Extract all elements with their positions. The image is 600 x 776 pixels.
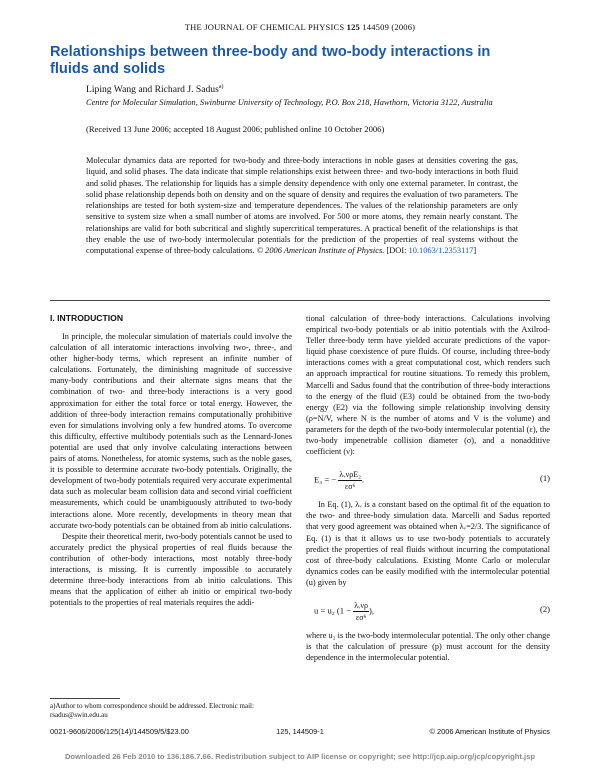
- column-left: [50, 331, 292, 608]
- eq2-fraction: [353, 600, 369, 623]
- affiliation: Centre for Molecular Simulation, Swinburne University of Technology, P.O. Box 218, Hawthorn, Victoria 3122, Australia: [86, 98, 493, 107]
- footer-page: 125, 144509-1: [276, 727, 324, 736]
- abstract-divider: [50, 300, 550, 301]
- equation-2: [306, 594, 550, 624]
- eq2-close: ),: [369, 605, 375, 616]
- eq1-fraction: [338, 469, 365, 492]
- eq2-label: (2): [539, 603, 550, 614]
- paper-title: Relationships between three-body and two-body interactions in fluids and solids: [50, 44, 491, 77]
- eq1-numerator: λᵥνρE₂: [338, 469, 362, 481]
- journal-header: [0, 22, 600, 32]
- abstract: [86, 155, 518, 257]
- authors: [86, 84, 224, 95]
- journal-volume: 125: [346, 22, 360, 32]
- intro-paragraph-5: where u₂ is the two-body intermolecular potential. The only other change is that the calculation of pressure (p) must account for the density dependence in the intermolecular potential.: [306, 630, 550, 663]
- abstract-copyright: © 2006 American Institute of Physics.: [256, 246, 385, 256]
- footnote-divider: [50, 698, 120, 699]
- received-dates: (Received 13 June 2006; accepted 18 August 2006; published online 10 October 2006): [86, 124, 385, 134]
- doi-link[interactable]: 10.1063/1.2353117: [408, 246, 474, 256]
- equation-1: [306, 463, 550, 493]
- eq2-numerator: λᵥνρ: [353, 600, 369, 612]
- author-mark: a): [218, 84, 224, 90]
- footnote: a)Author to whom correspondence should be addressed. Electronic mail: rsadus@swin.edu.au: [50, 702, 254, 719]
- doi-prefix: [DOI:: [386, 246, 407, 256]
- intro-paragraph-3: tional calculation of three-body interactions. Calculations involving empirical two-body potentials or ab initio potentials with the Axilrod-Teller three-body term have yielded accurate predictions of the vapor-liquid phase coexistence of pure fluids. Of course, including three-body interactions comes with a great computational cost, which renders such an approach impractical for routine situations. To remedy this problem, Marcelli and Sadus found that the contribution of three-body interactions to the energy of the fluid (E3) could be obtained from the two-body energy (E2) via the following simple relationship involving density (ρ=N/V, where N is the number of atoms and V is the volume) and parameters for the depth of the two-body intermolecular potential (ε), the two-body impenetrable collision diameter (σ), and a nonadditive coefficient (ν):: [306, 314, 550, 457]
- eq1-lhs: E₃ = −: [314, 474, 337, 485]
- eq1-end: .: [361, 474, 365, 485]
- download-notice: Downloaded 26 Feb 2010 to 136.186.7.66. Redistribution subject to AIP license or copyright; see http://jcp.aip.org/jcp/copyright.jsp: [64, 752, 536, 761]
- eq2-denominator: εσ⁶: [355, 613, 367, 623]
- section-heading: I. INTRODUCTION: [50, 313, 124, 323]
- footer-copyright: © 2006 American Institute of Physics: [429, 727, 550, 736]
- intro-paragraph-2: Despite their theoretical merit, two-body potentials cannot be used to accurately predict the physical properties of real fluids because the contribution of other-body interactions, most notably three-body interactions, is missing. It is currently impossible to accurately determine three-body interactions from ab initio calculations. This means that the application of either ab initio or empirical two-body potentials to the properties of real materials requires the addi-: [50, 531, 292, 608]
- journal-pages: 144509 (2006): [362, 22, 416, 32]
- journal-name: THE JOURNAL OF CHEMICAL PHYSICS: [184, 22, 345, 32]
- footer-issn: 0021-9606/2006/125(14)/144509/5/$23.00: [50, 727, 189, 736]
- doi-suffix: ]: [473, 246, 477, 256]
- intro-paragraph-4: In Eq. (1), λᵥ is a constant based on the optimal fit of the equation to the two- and three-body simulation data. Marcelli and Sadus reported that very good agreement was obtained when λᵥ=2/3. The significance of Eq. (1) is that it allows us to use two-body potentials to accurately predict the properties of real fluids without incurring the computational cost of three-body calculations. Existing Monte Carlo or molecular dynamics codes can be easily modified with the intermolecular potential (u) given by: [306, 500, 550, 587]
- eq2-lhs: u = u₂: [314, 605, 335, 616]
- author-names: Liping Wang and Richard J. Sadus: [86, 84, 219, 96]
- abstract-text: Molecular dynamics data are reported for two-body and three-body interactions in noble gases at densities covering the gas, liquid, and solid phases. The data indicate that simple relationships exist between three- and two-body interactions in both fluid and solid phases. The relationship for liquids has a simple density dependence with only one external parameter. In contrast, the solid phase relationship depends both on density and on the square of density and requires the evaluation of two parameters. The relationships are tested for both system-size and temperature dependences. The values of the relationship parameters are only sensitive to system size when a small number of atoms are involved. For 500 or more atoms, they remain nearly constant. The relationships are valid for both subcritical and slightly supercritical temperatures. A practical benefit of the relationships is that they enable the use of two-body intermolecular potentials for the prediction of the properties of real systems without the computational expense of three-body calculations.: [86, 156, 518, 256]
- eq1-denominator: εσ⁶: [344, 482, 356, 492]
- column-right: [306, 313, 550, 663]
- eq2-open: (1 −: [336, 605, 352, 616]
- intro-paragraph-1: In principle, the molecular simulation of materials could involve the calculation of all interatomic interactions involving two-, three-, and other higher-body terms, which represent an infinite number of calculations. Fortunately, the diminishing magnitude of successive many-body contributions and their alternate signs means that the combination of two- and three-body interactions is a very good approximation for either the total force or total energy. However, the addition of three-body interaction remains computationally prohibitive even for simulations involving only a few hundred atoms. To overcome this difficulty, effective multibody potentials such as the Lennard-Jones potential are used that only involve calculating interactions between pairs of atoms. Nonetheless, for atomic systems, such as the noble gases, it is possible to determine accurate two-body potentials. Originally, the development of two-body potentials required very accurate experimental data such as molecular beam collision data and second virial coefficient measurements, which could be unambiguously attributed to two-body interactions alone. More recently, developments in theory mean that accurate two-body potentials can be obtained from ab initio calculations.: [50, 332, 292, 530]
- eq1-label: (1): [539, 473, 550, 484]
